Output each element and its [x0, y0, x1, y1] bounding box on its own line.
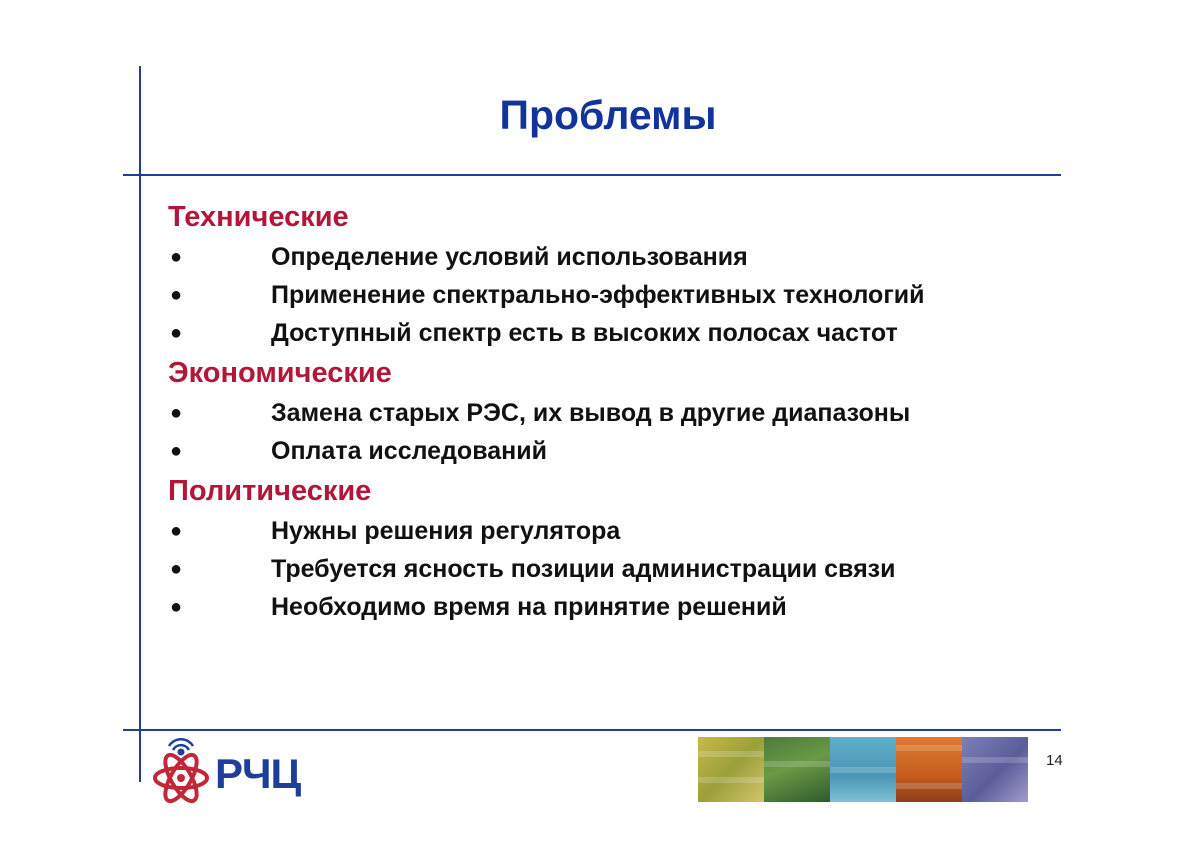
- photo-tile-capitol: [830, 737, 896, 802]
- bullet-icon: ●: [170, 284, 183, 306]
- page-number: 14: [1046, 752, 1063, 769]
- title-divider: [123, 174, 1061, 176]
- list-item: [168, 314, 1058, 352]
- bullet-icon: ●: [170, 440, 183, 462]
- list-item-text: Доступный спектр есть в высоких полосах частот: [271, 319, 898, 347]
- list-item: [168, 588, 1058, 626]
- list-item-text: Оплата исследований: [271, 437, 547, 465]
- list-item-text: Нужны решения регулятора: [271, 517, 621, 545]
- section-heading-technical: Технические: [168, 201, 349, 233]
- footer-divider: [123, 729, 1061, 731]
- rchc-logo: [145, 732, 310, 804]
- section-heading-economic: Экономические: [168, 357, 392, 389]
- bullet-icon: ●: [170, 596, 183, 618]
- bullet-icon: ●: [170, 402, 183, 424]
- list-item: [168, 550, 1058, 588]
- photo-tile-soldier: [764, 737, 830, 802]
- list-item-text: Замена старых РЭС, их вывод в другие диапазоны: [271, 399, 911, 427]
- section-heading-political: Политические: [168, 475, 372, 507]
- bullet-icon: ●: [170, 520, 183, 542]
- list-item: [168, 394, 1058, 432]
- bullet-icon: ●: [170, 322, 183, 344]
- bullet-icon: ●: [170, 558, 183, 580]
- photo-strip: [698, 737, 1028, 802]
- photo-tile-satellite-map: [698, 737, 764, 802]
- slide-content: [168, 196, 1058, 626]
- list-item: [168, 432, 1058, 470]
- atom-antenna-icon: [145, 732, 217, 804]
- photo-tile-industrial: [896, 737, 962, 802]
- list-item: [168, 276, 1058, 314]
- list-item-text: Необходимо время на принятие решений: [271, 593, 787, 621]
- photo-tile-phone-user: [962, 737, 1028, 802]
- list-item-text: Требуется ясность позиции администрации связи: [271, 555, 896, 583]
- logo-text: РЧЦ: [215, 750, 301, 797]
- list-item-text: Применение спектрально-эффективных технологий: [271, 281, 925, 309]
- slide-title: Проблемы: [499, 92, 717, 138]
- bullet-icon: ●: [170, 246, 183, 268]
- list-item-text: Определение условий использования: [271, 243, 748, 271]
- list-item: [168, 238, 1058, 276]
- list-item: [168, 512, 1058, 550]
